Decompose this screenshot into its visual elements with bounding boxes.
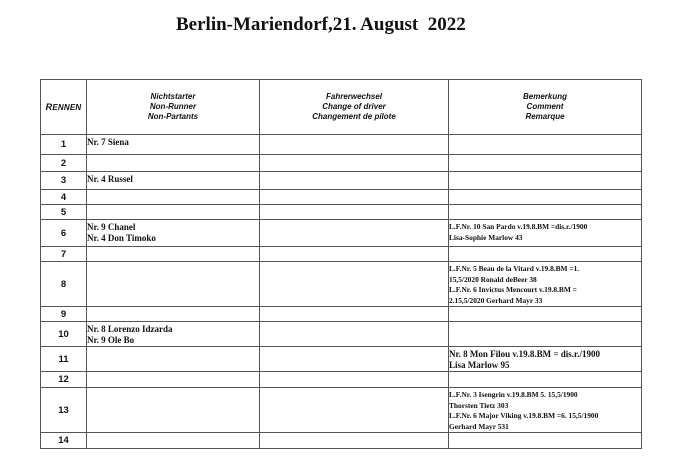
table-row — [41, 307, 642, 322]
remark-entry: Thorsten Tietz 303 — [449, 400, 509, 410]
driver-change-cell — [260, 388, 449, 433]
race-number: 12 — [41, 372, 87, 388]
race-number: 3 — [41, 172, 87, 190]
driver-change-cell — [260, 155, 449, 172]
nonstarter-cell — [87, 190, 260, 205]
nonstarter-entry: Nr. 4 Don Timoko — [87, 233, 156, 243]
remark-cell — [449, 388, 642, 433]
nonstarter-entry: Nr. 9 Chanel — [87, 222, 136, 232]
remark-cell — [449, 172, 642, 190]
remark-entry: Nr. 8 Mon Filou v.19.8.BM = dis.r./1900 — [449, 349, 600, 359]
nonstarter-cell — [87, 347, 260, 372]
table-row — [41, 247, 642, 262]
driver-change-cell — [260, 307, 449, 322]
table-row — [41, 220, 642, 247]
nonstarter-column-header: Nichtstarter Non-Runner Non-Partants — [87, 80, 260, 135]
race-number: 14 — [41, 433, 87, 449]
remark-entry: 2.15,5/2020 Gerhard Mayr 33 — [449, 295, 543, 305]
remark-column-header: Bemerkung Comment Remarque — [449, 80, 642, 135]
table-row — [41, 190, 642, 205]
page-title: Berlin-Mariendorf,21. August 2022 — [176, 14, 466, 35]
nonstarter-cell — [87, 205, 260, 220]
race-number: 4 — [41, 190, 87, 205]
driver-change-column-header: Fahrerwechsel Change of driver Changement de pilote — [260, 80, 449, 135]
remark-entry: L.F.Nr. 5 Beau de la Vitard v.19.8.BM =1. — [449, 264, 580, 273]
nonstarter-cell — [87, 433, 260, 449]
race-number: 6 — [41, 220, 87, 247]
remark-entry: L.F.Nr. 3 Isengrin v.19.8.BM 5. 15,5/1900 — [449, 390, 578, 399]
remark-cell — [449, 247, 642, 262]
nonstarter-cell — [87, 220, 260, 247]
nonstarter-entry: Nr. 9 Ole Bo — [87, 335, 135, 345]
driver-change-cell — [260, 247, 449, 262]
nonstarter-cell — [87, 247, 260, 262]
nonstarter-cell — [87, 322, 260, 347]
table-row — [41, 322, 642, 347]
table-row — [41, 347, 642, 372]
race-number: 8 — [41, 262, 87, 307]
driver-change-cell — [260, 322, 449, 347]
driver-change-cell — [260, 220, 449, 247]
nonstarter-cell — [87, 372, 260, 388]
nonstarter-cell — [87, 388, 260, 433]
remark-entry: Lisa-Sophie Marlow 43 — [449, 232, 523, 242]
remark-entry: Gerhard Mayr 531 — [449, 421, 509, 431]
nonstarter-table — [40, 79, 642, 449]
race-number: 2 — [41, 155, 87, 172]
nonstarter-entry: Nr. 8 Lorenzo Idzarda — [87, 324, 173, 334]
remark-cell — [449, 205, 642, 220]
table-row — [41, 388, 642, 433]
nonstarter-cell — [87, 307, 260, 322]
driver-change-cell — [260, 190, 449, 205]
remark-cell — [449, 372, 642, 388]
race-number: 1 — [41, 135, 87, 155]
driver-change-cell — [260, 135, 449, 155]
remark-entry: L.F.Nr. 10 San Pardo v.19.8.BM =dis.r./1900 — [449, 222, 588, 231]
race-number: 5 — [41, 205, 87, 220]
remark-cell — [449, 262, 642, 307]
driver-change-cell — [260, 372, 449, 388]
table-header-row — [41, 80, 642, 135]
race-number: 11 — [41, 347, 87, 372]
remark-cell — [449, 155, 642, 172]
driver-change-cell — [260, 347, 449, 372]
driver-change-cell — [260, 205, 449, 220]
driver-change-cell — [260, 433, 449, 449]
table-row — [41, 205, 642, 220]
nonstarter-cell — [87, 155, 260, 172]
remark-cell — [449, 433, 642, 449]
remark-cell — [449, 307, 642, 322]
nonstarter-entry: Nr. 7 Siena — [87, 137, 129, 147]
table-row — [41, 135, 642, 155]
race-column-header: RENNEN — [41, 80, 87, 135]
race-number: 9 — [41, 307, 87, 322]
table-row — [41, 172, 642, 190]
nonstarter-cell — [87, 172, 260, 190]
remark-cell — [449, 190, 642, 205]
remark-cell — [449, 135, 642, 155]
remark-entry: 15,5/2020 Ronald deBeer 38 — [449, 274, 537, 284]
remark-cell — [449, 322, 642, 347]
race-number: 7 — [41, 247, 87, 262]
table-row — [41, 262, 642, 307]
table-row — [41, 433, 642, 449]
remark-entry: Lisa Marlow 95 — [449, 360, 510, 370]
driver-change-cell — [260, 172, 449, 190]
remark-cell — [449, 220, 642, 247]
remark-entry: L.F.Nr. 6 Major Viking v.19.8.BM =6. 15,5/1900 — [449, 411, 599, 420]
race-number: 10 — [41, 322, 87, 347]
table-row — [41, 372, 642, 388]
nonstarter-entry: Nr. 4 Russel — [87, 174, 133, 184]
nonstarter-cell — [87, 135, 260, 155]
race-number: 13 — [41, 388, 87, 433]
driver-change-cell — [260, 262, 449, 307]
remark-cell — [449, 347, 642, 372]
nonstarter-cell — [87, 262, 260, 307]
remark-entry: L.F.Nr. 6 Invictus Mencourt v.19.8.BM = — [449, 285, 577, 294]
table-row — [41, 155, 642, 172]
